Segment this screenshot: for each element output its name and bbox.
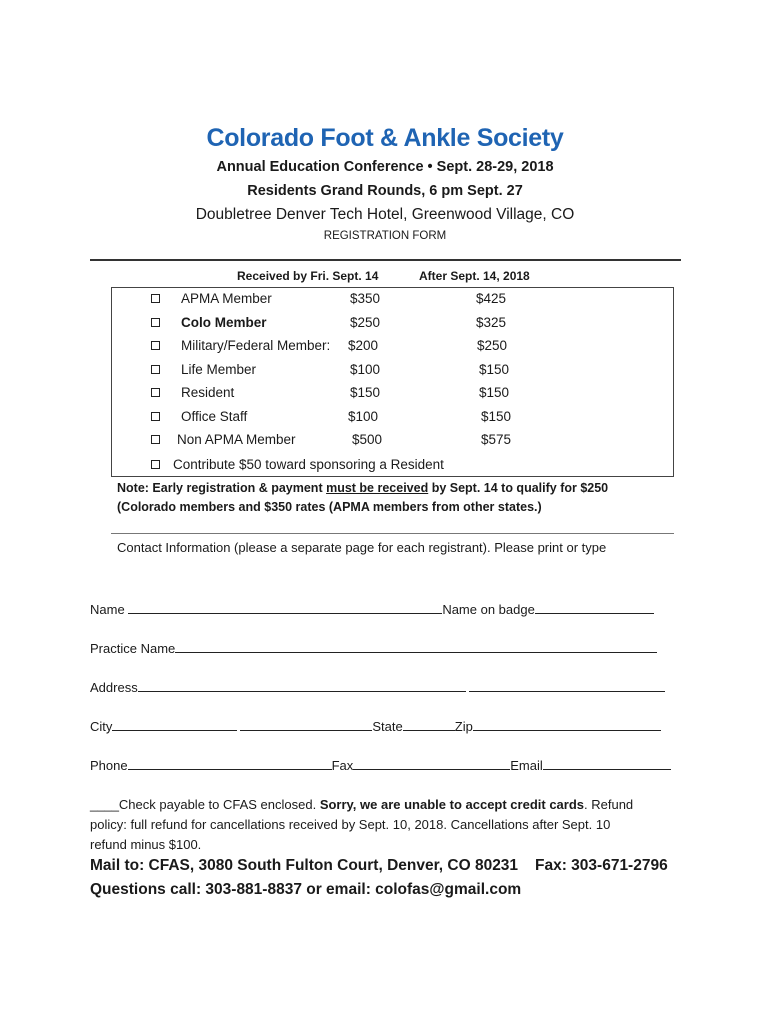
- city-row: [90, 718, 661, 734]
- contact-intro: Contact Information (please a separate page for each registrant). Please print or type: [117, 540, 607, 555]
- pricing-row-early: $150: [350, 385, 381, 400]
- military-member-checkbox[interactable]: [151, 341, 160, 350]
- late-column-header: After Sept. 14, 2018: [419, 269, 530, 283]
- note-text: Note: Early registration & payment: [117, 481, 327, 495]
- resident-checkbox[interactable]: [151, 388, 160, 397]
- pricing-row-late: $150: [479, 362, 510, 377]
- pricing-row-late: $150: [481, 409, 512, 424]
- header-divider: [90, 259, 681, 261]
- practice-row: [90, 640, 657, 656]
- pricing-row-label: APMA Member: [181, 291, 272, 306]
- name-row: [90, 601, 654, 617]
- email-field[interactable]: [543, 757, 671, 770]
- state-label: State: [372, 719, 403, 734]
- office-staff-checkbox[interactable]: [151, 412, 160, 421]
- early-registration-note: [117, 481, 608, 495]
- mail-address: Mail to: CFAS, 3080 South Fulton Court, Denver, CO 80231: [90, 857, 519, 874]
- pricing-row-late: $325: [476, 315, 507, 330]
- payment-line-3: refund minus $100.: [90, 837, 202, 852]
- early-registration-note-line2: (Colorado members and $350 rates (APMA members from other states.): [117, 500, 542, 514]
- pricing-row-late: $575: [481, 432, 512, 447]
- address-field[interactable]: [138, 679, 466, 692]
- pricing-row-label: Colo Member: [181, 315, 267, 330]
- email-label: Email: [510, 758, 543, 773]
- pricing-row-early: $500: [352, 432, 383, 447]
- no-credit-cards-text: Sorry, we are unable to accept credit cards: [319, 797, 585, 812]
- name-label: Name: [90, 602, 125, 617]
- pricing-row-late: $150: [479, 385, 510, 400]
- form-label: REGISTRATION FORM: [323, 230, 447, 242]
- note-text-end: by Sept. 14 to qualify for $250: [428, 481, 609, 495]
- pricing-row-label: Office Staff: [181, 409, 248, 424]
- phone-field[interactable]: [128, 757, 332, 770]
- check-blank[interactable]: ____: [90, 797, 119, 812]
- refund-text: . Refund: [584, 797, 634, 812]
- fax-label: Fax: [331, 758, 354, 773]
- practice-field[interactable]: [175, 640, 657, 653]
- pricing-row-late: $250: [477, 338, 508, 353]
- pricing-row-early: $100: [350, 362, 381, 377]
- address-label: Address: [90, 680, 138, 695]
- pricing-row-early: $200: [348, 338, 379, 353]
- apma-member-checkbox[interactable]: [151, 294, 160, 303]
- grand-rounds-line: Residents Grand Rounds, 6 pm Sept. 27: [247, 183, 523, 199]
- pricing-row-label: Military/Federal Member:: [181, 338, 331, 353]
- pricing-row-late: $425: [476, 291, 507, 306]
- phone-label: Phone: [90, 758, 128, 773]
- state-field[interactable]: [403, 718, 455, 731]
- conference-dates: Annual Education Conference • Sept. 28-29, 2018: [216, 159, 554, 175]
- city-field-2[interactable]: [240, 718, 372, 731]
- badge-field[interactable]: [535, 601, 654, 614]
- payment-line-2: policy: full refund for cancellations received by Sept. 10, 2018. Cancellations after Sept. 10: [90, 817, 611, 832]
- practice-label: Practice Name: [90, 641, 176, 656]
- pricing-row-early: $350: [350, 291, 381, 306]
- name-field[interactable]: [128, 601, 442, 614]
- fax-field[interactable]: [353, 757, 510, 770]
- badge-label: Name on badge: [442, 602, 535, 617]
- note-underlined: must be received: [326, 481, 429, 495]
- pricing-row-early: $100: [348, 409, 379, 424]
- pricing-row-label: Resident: [181, 385, 235, 400]
- check-text: Check payable to CFAS enclosed.: [118, 797, 320, 812]
- city-field[interactable]: [112, 718, 237, 731]
- pricing-row-label: Life Member: [181, 362, 257, 377]
- payment-line-1: [90, 795, 633, 815]
- zip-label: Zip: [454, 719, 473, 734]
- contribute-label: Contribute $50 toward sponsoring a Resident: [173, 457, 444, 472]
- page-title: Colorado Foot & Ankle Society: [206, 124, 564, 152]
- life-member-checkbox[interactable]: [151, 365, 160, 374]
- zip-field[interactable]: [473, 718, 661, 731]
- venue-line: Doubletree Denver Tech Hotel, Greenwood Village, CO: [195, 206, 575, 223]
- fax-number: Fax: 303-671-2796: [535, 857, 668, 874]
- pricing-row-label: Non APMA Member: [177, 432, 296, 447]
- address-field-2[interactable]: [469, 679, 665, 692]
- phone-row: [90, 757, 671, 773]
- non-apma-member-checkbox[interactable]: [151, 435, 160, 444]
- pricing-row-early: $250: [350, 315, 381, 330]
- early-column-header: Received by Fri. Sept. 14: [237, 269, 379, 283]
- colo-member-checkbox[interactable]: [151, 318, 160, 327]
- address-row: [90, 679, 665, 695]
- contribute-checkbox[interactable]: [151, 460, 160, 469]
- city-label: City: [90, 719, 113, 734]
- questions-contact: Questions call: 303-881-8837 or email: colofas@gmail.com: [90, 881, 522, 898]
- contact-divider: [111, 533, 674, 534]
